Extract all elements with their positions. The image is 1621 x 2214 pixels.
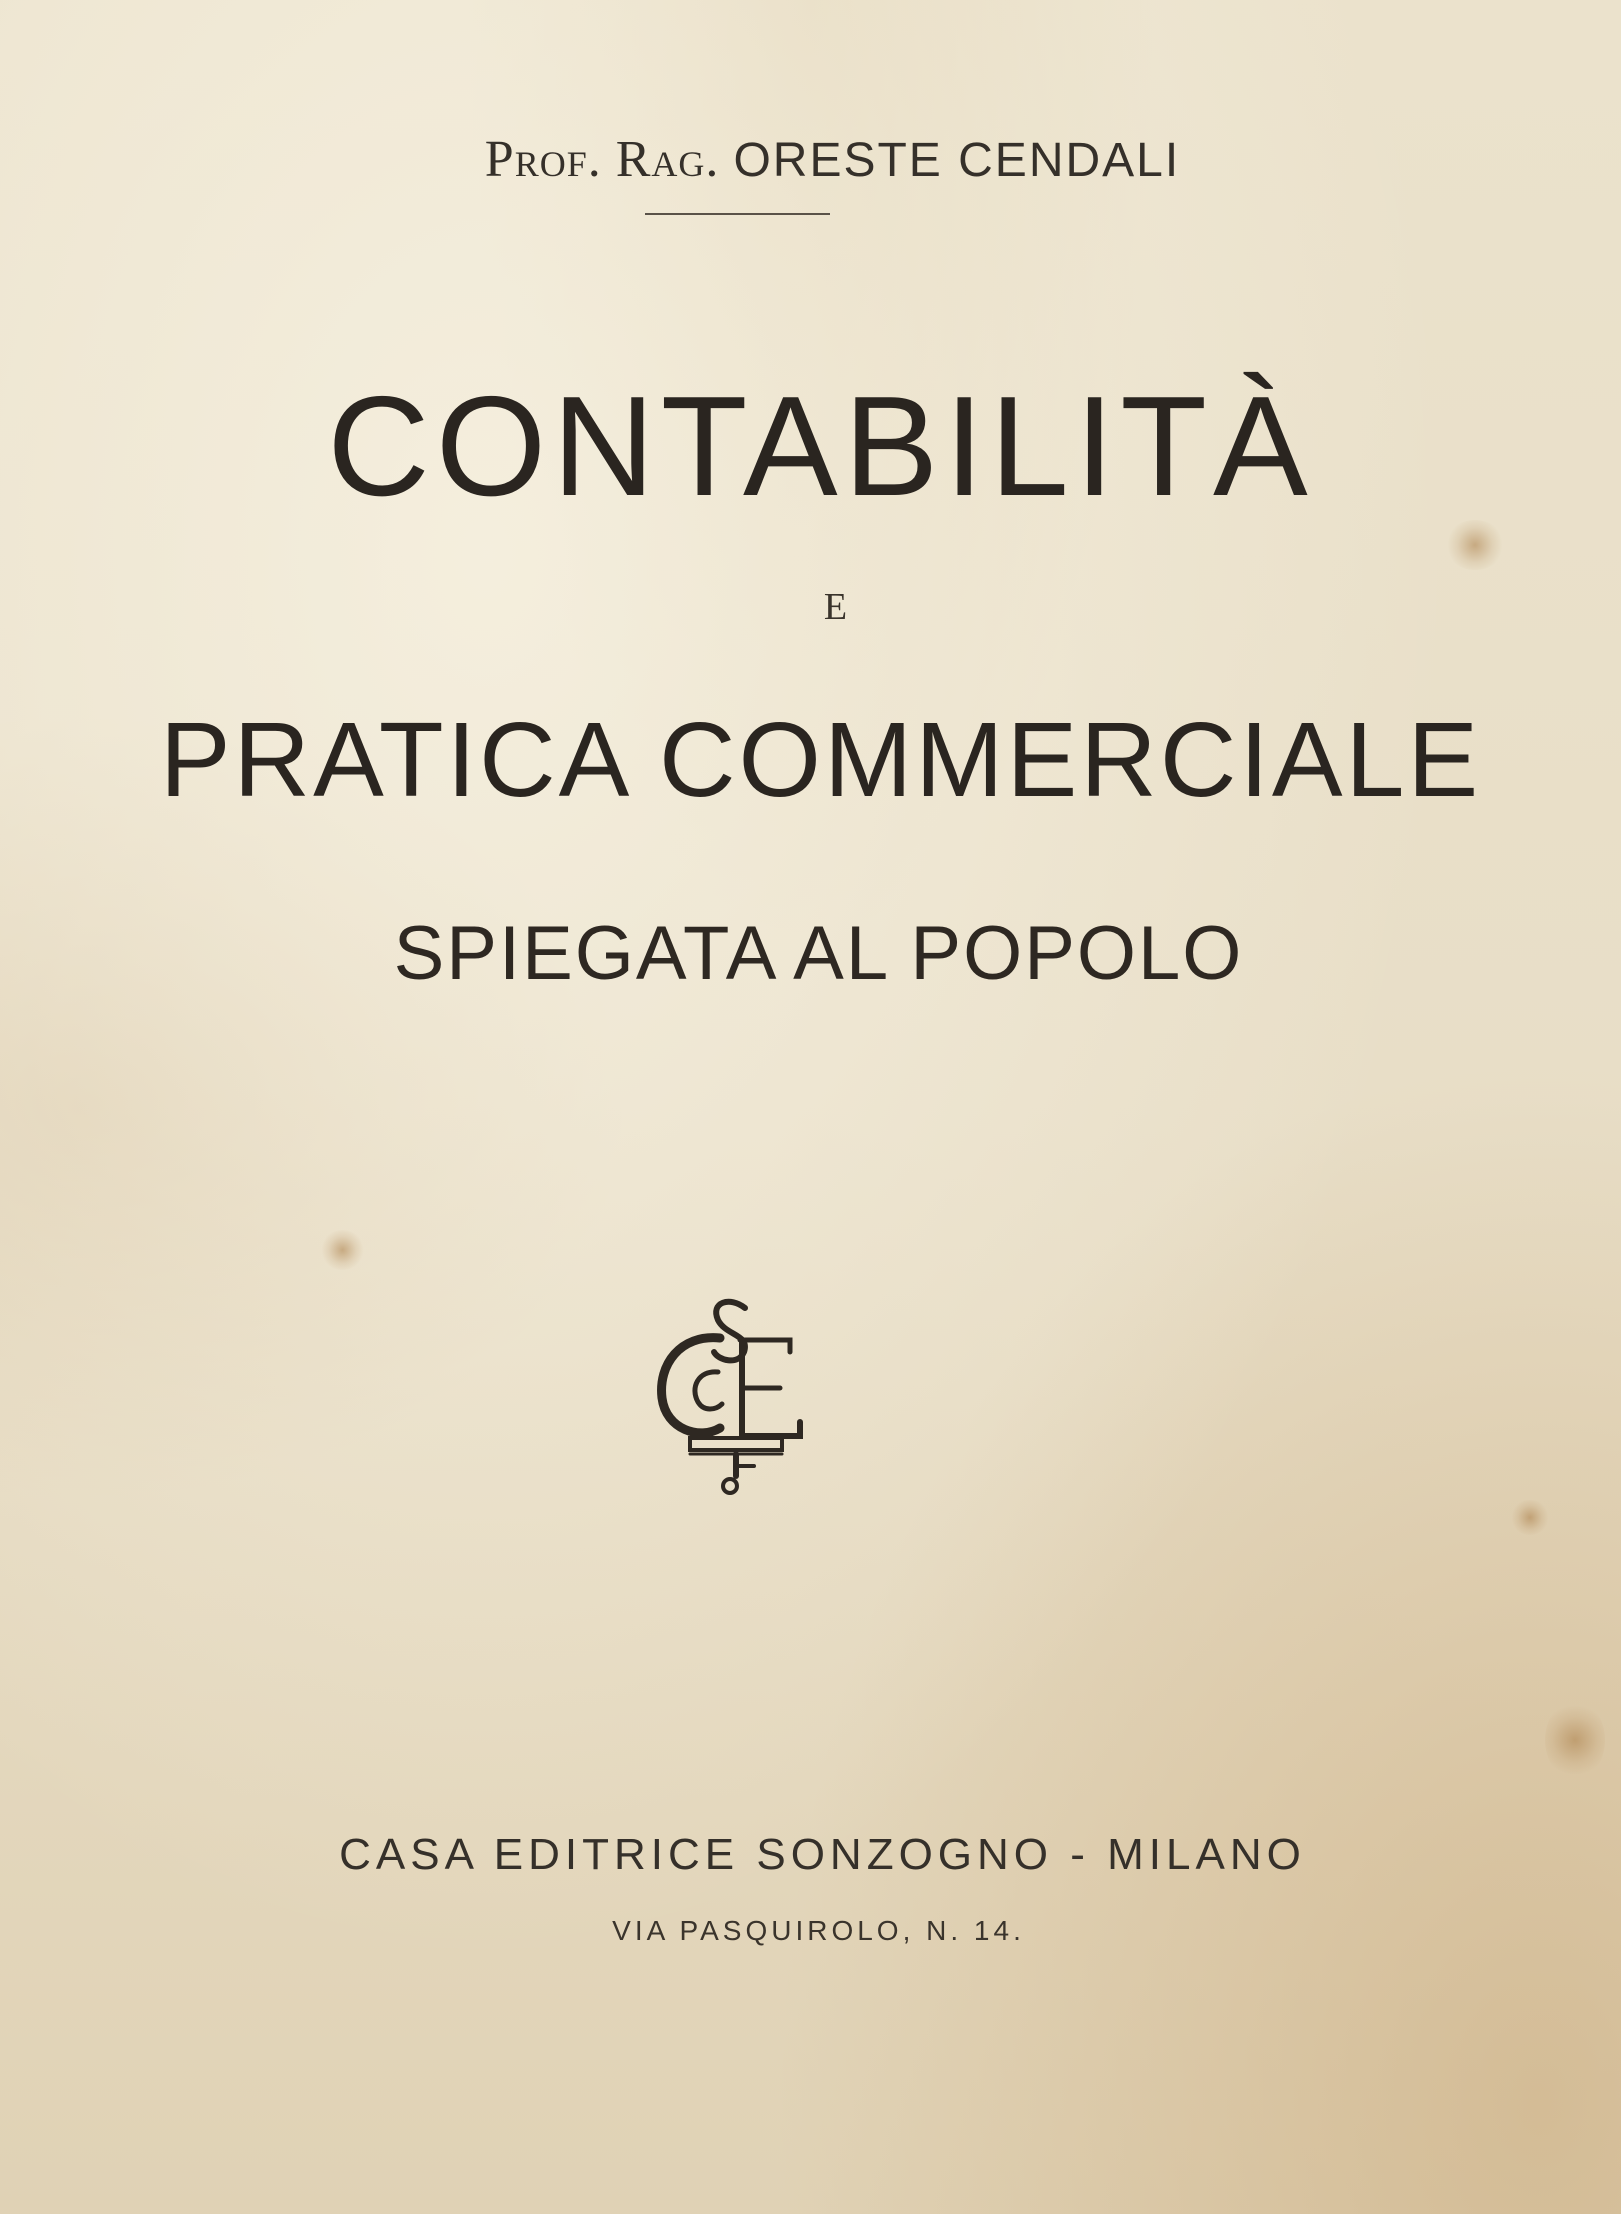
publisher-name: CASA EDITRICE SONZOGNO - MILANO <box>339 1830 1306 1879</box>
title-line-1: CONTABILITÀ <box>327 367 1314 526</box>
author-line <box>22 130 1621 189</box>
publisher-monogram-icon <box>650 1290 810 1500</box>
paper-stain <box>1510 1500 1550 1535</box>
author-name: ORESTE CENDALI <box>733 134 1181 187</box>
title-conjunction: E <box>823 586 848 628</box>
publisher-address: VIA PASQUIROLO, N. 14. <box>612 1915 1025 1946</box>
paper-stain <box>1545 1700 1605 1780</box>
divider-rule <box>645 213 830 215</box>
subtitle: SPIEGATA AL POPOLO <box>393 911 1244 996</box>
paper-stain <box>320 1230 365 1270</box>
title-line-2: PRATICA COMMERCIALE <box>159 701 1482 819</box>
author-prefix: Prof. Rag. <box>484 131 720 188</box>
